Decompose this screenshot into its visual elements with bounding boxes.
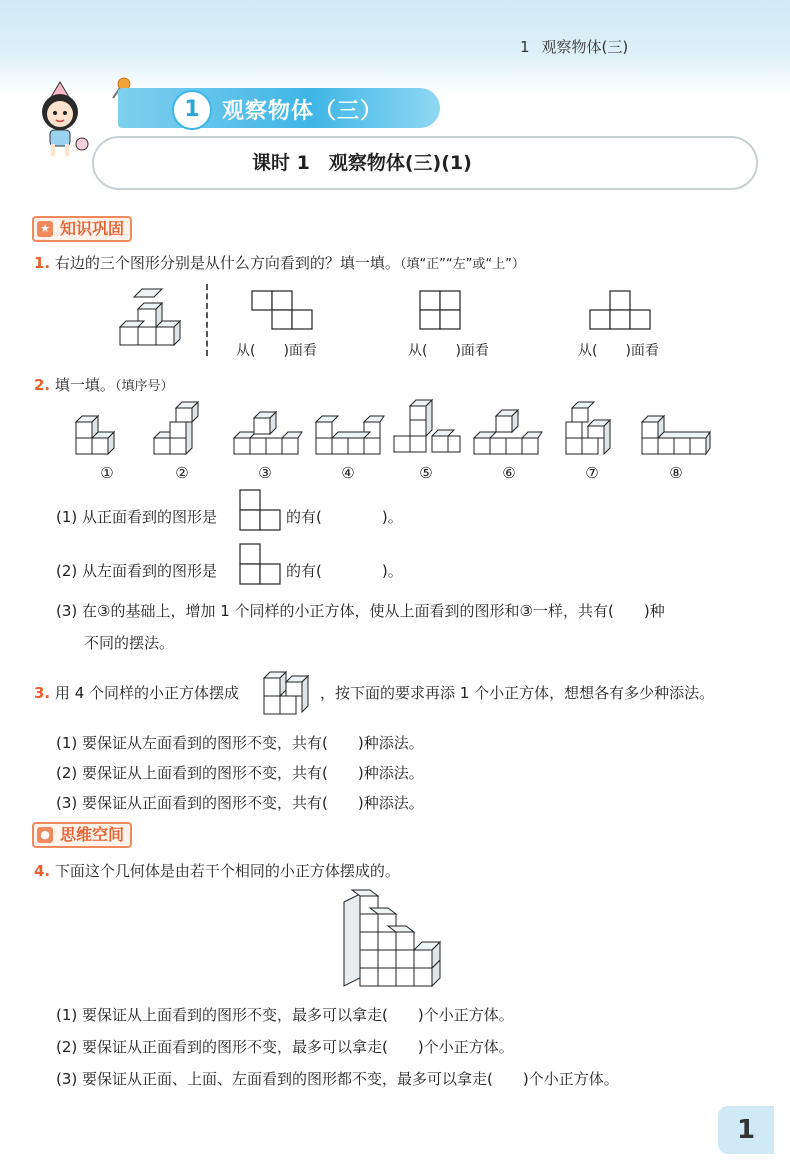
question-3-text-b: ，按下面的要求再添 1 个小正方体，想想各有多少种添法。 xyxy=(320,684,715,702)
q1-view-a xyxy=(252,291,314,331)
q4-sub1: (1) 要保证从上面看到的图形不变，最多可以拿走( )个小正方体。 xyxy=(56,1006,514,1024)
section-tag-thinking xyxy=(32,822,132,848)
question-4-number: 4. xyxy=(34,862,51,880)
q2-caption-5: ⑤ xyxy=(419,464,433,482)
cartoon-girl-illustration xyxy=(20,80,100,160)
q2-sub3-line2: 不同的摆法。 xyxy=(84,634,175,652)
section-tag-knowledge xyxy=(32,216,132,242)
q2-figure-3 xyxy=(232,408,302,460)
question-4 xyxy=(34,860,400,881)
q3-sub3: (3) 要保证从正面看到的图形不变，共有( )种添法。 xyxy=(56,794,424,812)
q2-sub2-view xyxy=(240,544,282,586)
q2-figure-1 xyxy=(74,408,126,460)
q1-label-c: 从( )面看 xyxy=(578,343,659,359)
q2-caption-3: ③ xyxy=(258,464,272,482)
page-number: 1 xyxy=(718,1106,774,1154)
lesson-title: 课时 1 观察物体(三)(1) xyxy=(252,152,472,174)
question-2-text: 填一填。 xyxy=(54,376,115,394)
q2-sub1-suffix: 的有( )。 xyxy=(286,508,403,526)
question-2-number: 2. xyxy=(34,376,51,394)
q2-caption-8: ⑧ xyxy=(669,464,683,482)
q4-sub2: (2) 要保证从正面看到的图形不变，最多可以拿走( )个小正方体。 xyxy=(56,1038,514,1056)
q2-figure-6 xyxy=(472,406,542,460)
chapter-number: 1 xyxy=(520,38,530,56)
running-head xyxy=(520,36,640,57)
question-3-prefix xyxy=(34,682,239,703)
q4-cube-staircase-figure xyxy=(340,888,450,992)
q2-caption-2: ② xyxy=(175,464,189,482)
q1-view-b xyxy=(420,291,462,331)
q2-sub3-line1: (3) 在③的基础上，增加 1 个同样的小正方体，使从上面看到的图形和③一样，共有( )种 xyxy=(56,602,665,620)
q2-caption-1: ① xyxy=(100,464,114,482)
section-knowledge-label: 知识巩固 xyxy=(60,219,125,238)
q1-label-a: 从( )面看 xyxy=(236,343,317,359)
q3-cube-figure xyxy=(262,662,318,718)
q2-sub2-prefix: (2) 从左面看到的图形是 xyxy=(56,562,218,580)
unit-title: 观察物体（三） xyxy=(222,99,384,124)
q1-divider xyxy=(206,284,208,356)
q2-figure-2 xyxy=(152,404,208,460)
q2-figure-4 xyxy=(314,406,384,460)
q1-label-b: 从( )面看 xyxy=(408,343,489,359)
q3-sub2: (2) 要保证从上面看到的图形不变，共有( )种添法。 xyxy=(56,764,424,782)
q2-figure-8 xyxy=(640,408,712,460)
q2-sub1-view xyxy=(240,490,282,532)
question-3-text-a: 用 4 个同样的小正方体摆成 xyxy=(54,684,240,702)
question-1-note: （填“正”“左”或“上”） xyxy=(399,257,525,272)
unit-number-badge: 1 xyxy=(172,90,212,130)
chapter-name: 观察物体(三) xyxy=(541,38,629,56)
q1-cube-figure xyxy=(118,293,182,349)
q2-figure-7 xyxy=(564,404,620,460)
question-3-number: 3. xyxy=(34,684,51,702)
q4-sub3: (3) 要保证从正面、上面、左面看到的图形都不变，最多可以拿走( )个小正方体。 xyxy=(56,1070,619,1088)
q2-sub2-suffix: 的有( )。 xyxy=(286,562,403,580)
q2-caption-6: ⑥ xyxy=(502,464,516,482)
question-2 xyxy=(34,374,173,395)
question-1-number: 1. xyxy=(34,254,51,272)
star-icon: ★ xyxy=(37,221,53,237)
q2-caption-7: ⑦ xyxy=(585,464,599,482)
q2-figure-5 xyxy=(392,404,464,460)
q3-sub1: (1) 要保证从左面看到的图形不变，共有( )种添法。 xyxy=(56,734,424,752)
section-thinking-label: 思维空间 xyxy=(60,825,125,844)
lightbulb-icon: ● xyxy=(37,827,53,843)
q1-view-c xyxy=(590,291,652,331)
question-2-note: （填序号） xyxy=(114,379,174,394)
q2-caption-4: ④ xyxy=(341,464,355,482)
q2-sub1-prefix: (1) 从正面看到的图形是 xyxy=(56,508,218,526)
question-4-text: 下面这个几何体是由若干个相同的小正方体摆成的。 xyxy=(54,862,400,880)
question-1-text: 右边的三个图形分别是从什么方向看到的？填一填。 xyxy=(54,254,400,272)
question-1 xyxy=(34,252,525,273)
